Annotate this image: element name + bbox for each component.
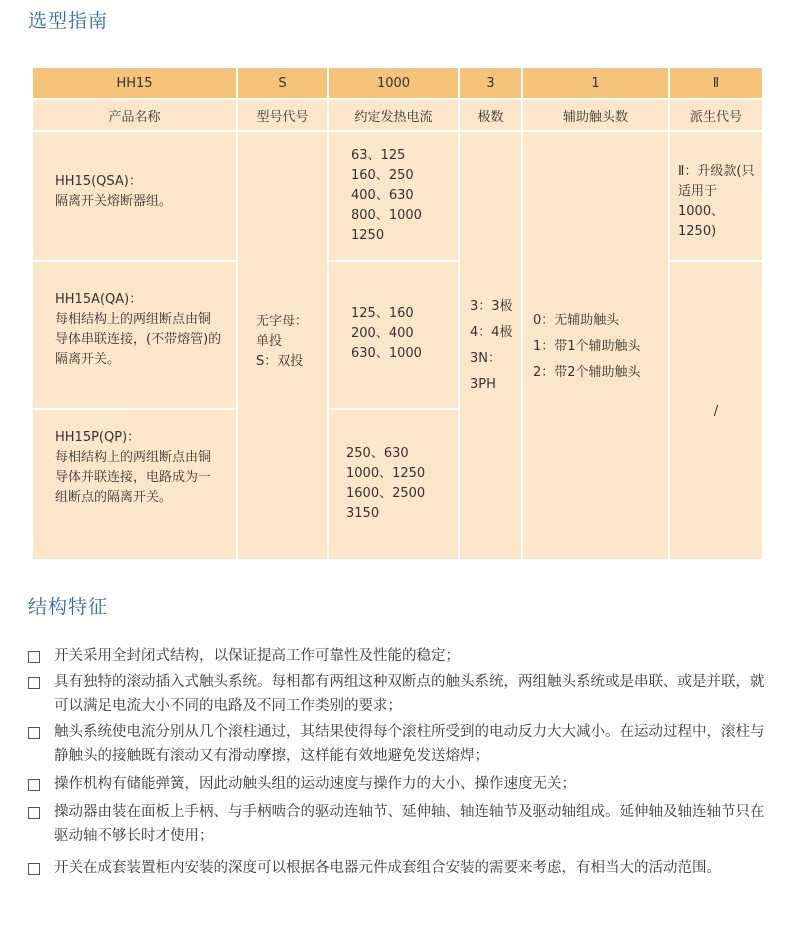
product-cell-qp [33, 410, 236, 559]
feature-text: 触头系统使电流分别从几个滚柱通过，其结果使得每个滚柱所受到的电动反力大大减小。在运动过程中，滚柱与静触头的接触既有滚动又有滑动摩擦，这样能有效地避免发送熔焊； [54, 724, 765, 764]
header-series: HH15 [33, 68, 236, 98]
checkbox-square-icon [28, 779, 40, 791]
poles-value: 3N： [470, 351, 501, 366]
product-cell-qsa [33, 132, 236, 260]
product-desc: 每相结构上的两组断点由铜导体串联连接，(不带熔管)的隔离开关。 [55, 312, 222, 367]
checkbox-square-icon [28, 863, 40, 875]
current-value: 400、630 [351, 188, 414, 203]
checkbox-square-icon [28, 727, 40, 739]
product-name: HH15P(QP)： [55, 430, 141, 445]
aux-contacts-cell [523, 132, 668, 559]
derive-upgrade-cell [670, 132, 762, 260]
checkbox-square-icon [28, 651, 40, 663]
list-item [28, 670, 768, 718]
current-value: 160、250 [351, 168, 414, 183]
subheader-rated-current: 约定发热电流 [329, 100, 458, 130]
list-item [28, 644, 768, 668]
product-desc: 每相结构上的两组断点由铜导体并联连接，电路成为一组断点的隔离开关。 [55, 450, 212, 505]
current-value: 125、160 [351, 306, 414, 321]
checkbox-square-icon [28, 807, 40, 819]
header-current: 1000 [329, 68, 458, 98]
current-value: 630、1000 [351, 346, 422, 361]
subheader-product-name: 产品名称 [33, 100, 236, 130]
feature-text: 开关在成套装置柜内安装的深度可以根据各电器元件成套组合安装的需要来考虑，有相当大的活动范围。 [54, 860, 721, 876]
selection-guide-title: 选型指南 [28, 10, 109, 32]
poles-value: 3PH [470, 377, 496, 392]
current-value: 3150 [346, 506, 380, 521]
type-code-cell [238, 132, 327, 559]
subheader-derive-code: 派生代号 [670, 100, 762, 130]
product-desc: 隔离开关熔断器组。 [55, 194, 173, 209]
subheader-aux-contacts: 辅助触头数 [523, 100, 668, 130]
list-item [28, 772, 768, 796]
list-item [28, 720, 768, 768]
current-value: 1250 [351, 228, 385, 243]
aux-value: 2：带2个辅助触头 [533, 365, 641, 380]
current-value: 1600、2500 [346, 486, 426, 501]
type-code-line: 无字母： [256, 314, 309, 329]
current-cell-qp [329, 410, 458, 559]
subheader-type-code: 型号代号 [238, 100, 327, 130]
subheader-poles: 极数 [460, 100, 521, 130]
list-item [28, 856, 768, 880]
header-aux: 1 [523, 68, 668, 98]
poles-cell [460, 132, 521, 559]
feature-text: 操作机构有储能弹簧，因此动触头组的运动速度与操作力的大小、操作速度无关； [54, 776, 576, 792]
derive-empty-cell [670, 262, 762, 559]
feature-text: 开关采用全封闭式结构，以保证提高工作可靠性及性能的稳定； [54, 648, 460, 664]
product-name: HH15A(QA)： [55, 292, 143, 307]
current-value: 63、125 [351, 148, 406, 163]
aux-value: 0：无辅助触头 [533, 313, 620, 328]
header-derive: Ⅱ [670, 68, 762, 98]
feature-text: 具有独特的滚动插入式触头系统。每相都有两组这种双断点的触头系统，两组触头系统或是串联、或是并联，就可以满足电流大小不同的电路及不同工作类别的要求； [54, 674, 765, 714]
header-type: S [238, 68, 327, 98]
current-value: 200、400 [351, 326, 414, 341]
poles-value: 3：3极 [470, 299, 513, 314]
product-cell-qa [33, 262, 236, 408]
poles-value: 4：4极 [470, 325, 513, 340]
type-code-line: S：双投 [256, 354, 304, 369]
aux-value: 1：带1个辅助触头 [533, 339, 641, 354]
current-value: 1000、1250 [346, 466, 426, 481]
checkbox-square-icon [28, 677, 40, 689]
header-poles: 3 [460, 68, 521, 98]
feature-text: 操动器由装在面板上手柄、与手柄啮合的驱动连轴节、延伸轴、轴连轴节及驱动轴组成。延伸轴及轴连轴节只在驱动轴不够长时才使用； [54, 804, 765, 844]
derive-upgrade-text: Ⅱ：升级款(只适用于1000、1250) [678, 164, 755, 239]
current-cell-qsa [329, 132, 458, 260]
derive-slash: / [713, 404, 719, 419]
features-title: 结构特征 [28, 596, 109, 618]
current-cell-qa [329, 262, 458, 408]
product-name: HH15(QSA)： [55, 174, 142, 189]
current-value: 800、1000 [351, 208, 422, 223]
list-item [28, 800, 768, 848]
current-value: 250、630 [346, 446, 409, 461]
type-code-line: 单投 [256, 334, 283, 349]
